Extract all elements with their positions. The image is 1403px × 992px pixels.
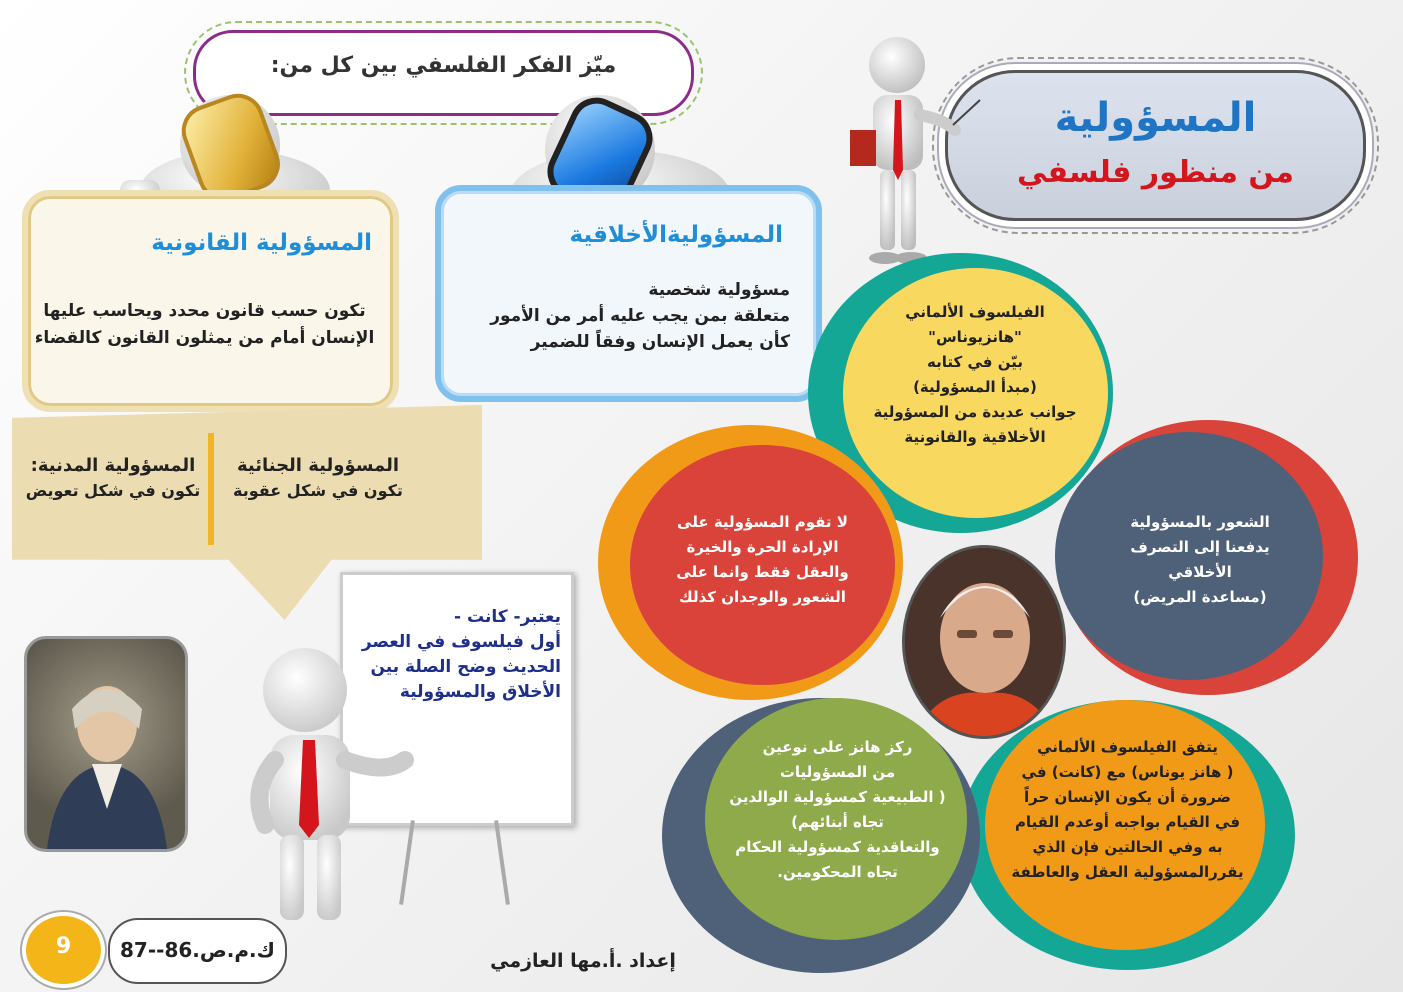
page-number: 9 [55,934,72,959]
circle-bottom-left-text [715,735,960,885]
criminal-responsibility-text: تكون في شكل عقوبة [233,481,403,500]
circle-line: الفيلسوف الألماني [905,303,1045,321]
page-subtitle: من منظور فلسفي [1017,155,1294,190]
board-line: الحديث وضح الصلة بين [370,657,561,677]
circle-line: بيّن في كتابه [927,353,1023,371]
circle-line: الإرادة الحرة والخيرة [686,538,839,556]
page-number-badge [22,912,105,988]
title-banner [945,70,1366,221]
board-line: يعتبر- كانت - [453,607,561,627]
circle-line: والعقل فقط وانما على [676,563,849,581]
reference-badge [108,918,287,984]
circle-line: ضرورة أن يكون الإنسان حراً [1024,788,1231,806]
circle-line: الأخلاقية والقانونية [904,428,1046,446]
circle-line: الأخلاقي [1168,563,1232,581]
criminal-responsibility-title: المسؤولية الجنائية [236,455,400,476]
circle-line: لا تقوم المسؤولية على [677,513,848,531]
circle-line: يدفعنا إلى التصرف [1130,538,1270,556]
circle-line: تجاه المحكومين. [777,863,898,881]
circle-line: به وفي الحالتين فإن الذي [1032,838,1223,856]
board-leg [494,820,510,905]
reference-text: ك.م.ص.86--87 [120,938,275,962]
circle-line: في القيام بواجبه أوعدم القيام [1014,813,1241,831]
presenter-figure-icon [835,20,985,270]
moral-line: متعلقة بمن يجب عليه أمر من الأمور [490,306,790,326]
circle-bottom-right-text [1005,735,1250,885]
legal-responsibility-title: المسؤولية القانونية [151,230,372,256]
circle-line: الشعور والوجدان كذلك [679,588,846,606]
author-credit: إعداد .أ.مها العازمي [490,950,676,972]
jonas-portrait-icon [905,548,1063,736]
moral-line: مسؤولية شخصية [648,280,790,300]
teacher-figure-icon [235,640,435,930]
legal-responsibility-text: تكون حسب قانون محدد ويحاسب عليها الإنسان أمام من يمثلون القانون كالقضاء [34,301,375,348]
moral-responsibility-text [465,277,790,355]
circle-line: ( الطبيعية كمسؤولية الوالدين [729,788,946,806]
circle-line: والتعاقدية كمسؤولية الحكام [735,838,940,856]
circle-right-text [1090,510,1310,610]
jonas-portrait [902,545,1066,739]
circle-line: يقررالمسؤولية العقل والعاطفة [1011,863,1244,881]
page-title: المسؤولية [1054,95,1257,141]
circle-line: الشعور بالمسؤولية [1130,513,1270,531]
circle-line: (مبدأ المسؤولية) [913,378,1037,396]
moral-responsibility-title: المسؤوليةالأخلاقية [569,222,783,248]
civil-responsibility-text: تكون في شكل تعويض [25,481,201,500]
circle-line: تجاه أبنائهم) [791,813,884,831]
kant-portrait-icon [27,639,185,849]
circle-line: جوانب عديدة من المسؤولية [873,403,1077,421]
circle-line: ( هانز يوناس) مع (كانت) في [1021,763,1234,781]
question-text: ميّز الفكر الفلسفي بين كل من: [270,53,617,78]
panel-divider [208,433,214,545]
circle-left-text [655,510,870,610]
civil-responsibility-title: المسؤولية المدنية: [30,455,196,476]
board-line: أول فيلسوف في العصر [361,632,561,652]
circle-line: يتفق الفيلسوف الألماني [1037,738,1218,756]
kant-portrait [24,636,188,852]
circle-line: من المسؤوليات [779,763,896,781]
circle-line: (مساعدة المريض) [1133,588,1267,606]
moral-line: كأن يعمل الإنسان وفقاً للضمير [530,332,790,352]
circle-line: ركز هانز على نوعين [762,738,913,756]
circle-top-text [850,300,1100,450]
circle-line: "هانزيوناس" [928,328,1022,346]
board-line: الأخلاق والمسؤولية [399,682,561,702]
